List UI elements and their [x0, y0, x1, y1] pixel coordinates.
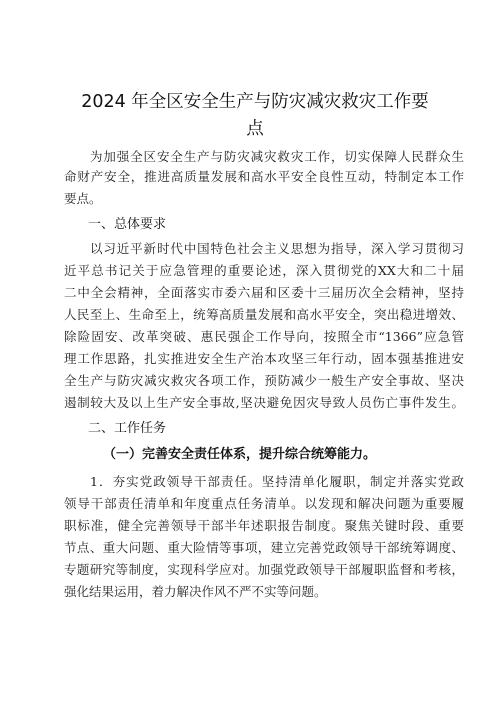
- intro-paragraph-line: 为加强全区安全生产与防灾减灾救灾工作，切实保障人民群众生: [90, 149, 464, 164]
- document-title: 2024 年全区安全生产与防灾减灾救灾工作要: [81, 92, 429, 112]
- section-heading-work-tasks: 二、工作任务: [88, 421, 167, 436]
- document-title-continued: 点: [246, 119, 264, 139]
- item1-paragraph-line: 领导干部责任清单和年度重点任务清单。以发现和解决问题为重要履: [64, 496, 464, 511]
- intro-paragraph-line: 命财产安全，推进高质量发展和高水平安全良性互动，特制定本工作: [64, 169, 464, 184]
- item1-paragraph-line: 职标准，健全完善领导干部半年述职报告制度。聚焦关键时段、重要: [64, 518, 464, 533]
- section1-paragraph-line: 以习近平新时代中国特色社会主义思想为指导，深入学习贯彻习: [90, 241, 464, 256]
- item1-paragraph-line: 1．夯实党政领导干部责任。坚持清单化履职，制定并落实党政: [90, 474, 464, 489]
- intro-paragraph-line: 要点。: [64, 191, 102, 206]
- section1-paragraph-line: 除险固安、改革突破、惠民强企工作导向，按照全市“1366”应急管: [64, 329, 464, 344]
- item1-paragraph-line: 节点、重大问题、重大险情等事项，建立完善党政领导干部统筹调度、: [64, 540, 464, 555]
- section1-paragraph-line: 遏制较大及以上生产安全事故,坚决避免因灾导致人员伤亡事件发生。: [64, 395, 464, 410]
- section1-paragraph-line: 理工作思路，扎实推进安全生产治本攻坚三年行动，固本强基推进安: [64, 351, 464, 366]
- item1-paragraph-line: 专题研究等制度，实现科学应对。加强党政领导干部履职监督和考核，: [64, 562, 464, 577]
- item1-paragraph-line: 强化结果运用，着力解决作风不严不实等问题。: [64, 584, 327, 599]
- section1-paragraph-line: 近平总书记关于应急管理的重要论述，深入贯彻党的XX大和二十届: [64, 263, 464, 278]
- section1-paragraph-line: 人民至上、生命至上，统筹高质量发展和高水平安全，突出稳进增效、: [64, 307, 464, 322]
- subsection-heading: （一）完善安全责任体系，提升综合统筹能力。: [103, 447, 377, 462]
- section1-paragraph-line: 全生产与防灾减灾救灾各项工作，预防减少一般生产安全事故、坚决: [64, 373, 464, 388]
- section-heading-general-requirements: 一、总体要求: [88, 217, 167, 232]
- section1-paragraph-line: 二中全会精神，全面落实市委六届和区委十三届历次全会精神，坚持: [64, 285, 464, 300]
